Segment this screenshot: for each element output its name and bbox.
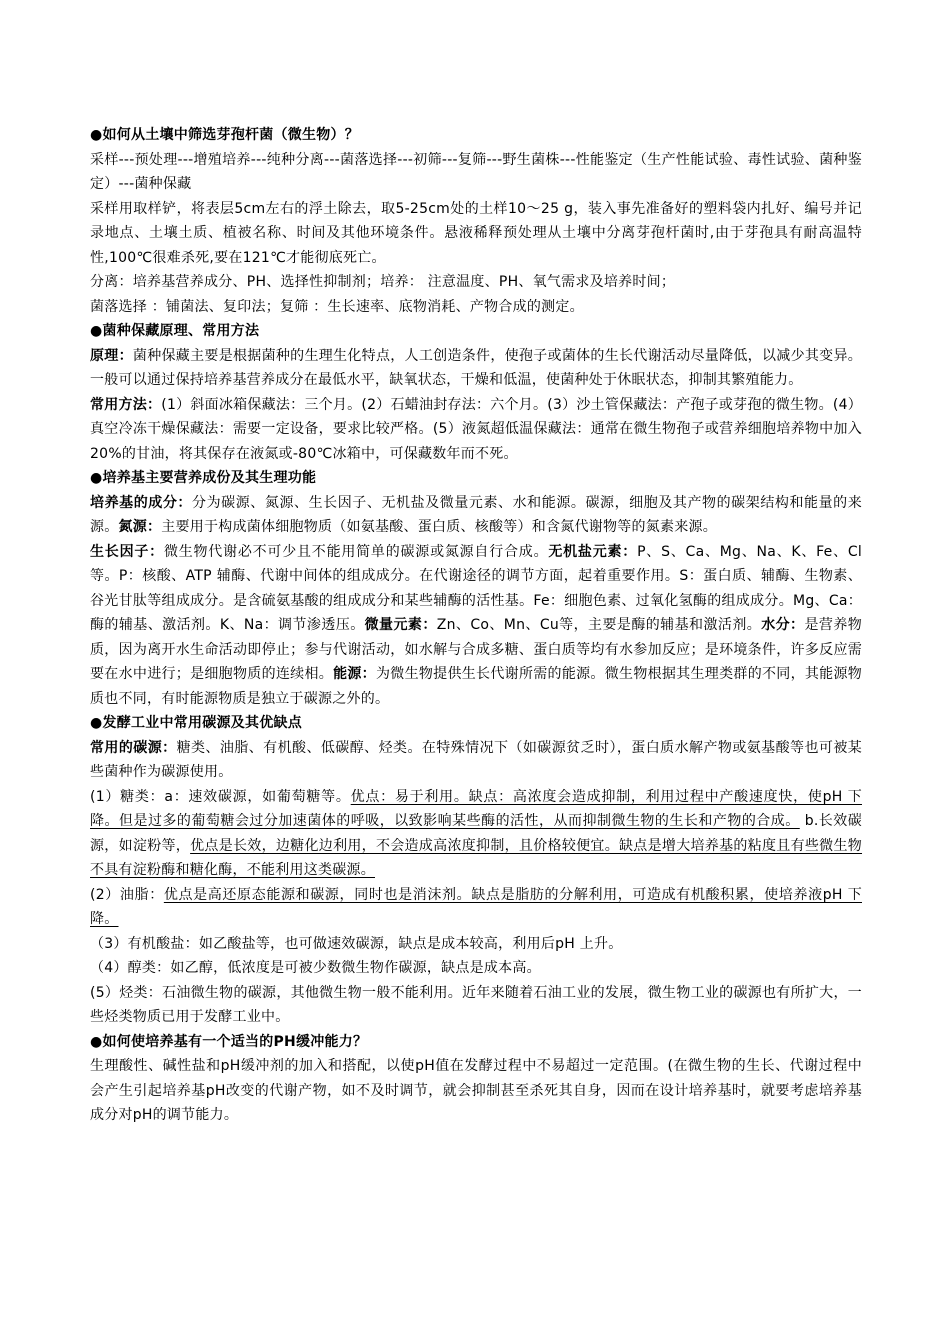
label-common-carbon-sources: 常用的碳源： xyxy=(90,739,177,756)
paragraph-hydrocarbons: (5）烃类：石油微生物的碳源，其他微生物一般不能利用。近年来随着石油工业的发展，微生物工业的碳源也有所扩大，一些烃类物质已用于发酵工业中。 xyxy=(90,984,862,1025)
label-energy: 能源： xyxy=(333,666,376,682)
text-inorganic-salts: P、S、Ca、Mg、Na、K、Fe、Cl 等。P：核酸、ATP 辅酶、代谢中间体的组成成分。在代谢途径的调节方面，起着重要作用。S：蛋白质、辅酶、生物素、谷光甘肽等组成成分。是含硫氨基酸的组成成分和某些辅酶的活性基。Fe：细胞色素、过氧化氢酶的组成成分。Mg、Ca：酶的辅基、激活剂。K、Na：调节渗透压。 xyxy=(90,543,863,633)
text-oils-intro: (2）油脂： xyxy=(90,886,164,903)
paragraph-colony-selection: 菌落选择 ：铺菌法、复印法；复筛 ：生长速率、底物消耗、产物合成的测定。 xyxy=(90,298,584,315)
text-medium-components: 分为碳源、氮源、生长因子、无机盐及微量元素、水和能源。碳源，细胞及其产物的碳架结构和能量的来源。 xyxy=(90,494,863,535)
label-medium-components: 培养基的成分： xyxy=(90,494,193,511)
label-principle: 原理： xyxy=(90,347,133,364)
label-water: 水分： xyxy=(761,617,805,633)
text-growth-factor: 微生物代谢必不可少且不能用简单的碳源或氮源自行合成。 xyxy=(163,543,549,560)
section-heading-ph-buffer: ●如何使培养基有一个适当的PH缓冲能力？ xyxy=(90,1033,368,1050)
paragraph-sugars xyxy=(90,785,862,883)
label-trace-elements: 微量元素： xyxy=(364,617,437,633)
section-heading-carbon-sources: ●发酵工业中常用碳源及其优缺点 xyxy=(90,715,302,731)
paragraph-preservation-principle xyxy=(90,344,862,393)
paragraph-growth-factors xyxy=(90,540,862,712)
label-nitrogen-source: 氮源： xyxy=(118,519,162,535)
text-oils-pros-cons: 优点是高还原态能源和碳源，同时也是消沫剂。缺点是脂肪的分解利用，可造成有机酸积累，使培养液pH 下降。 xyxy=(90,886,862,927)
paragraph-screening-steps: 采样---预处理---增殖培养---纯种分离---菌落选择---初筛---复筛---野生菌株---性能鉴定（生产性能试验、毒性试验、菌种鉴定）---菌种保藏 xyxy=(90,151,862,192)
paragraph-medium-components xyxy=(90,491,862,540)
paragraph-organic-acid-salts: （3）有机酸盐：如乙酸盐等，也可做速效碳源，缺点是成本较高，利用后pH 上升。 xyxy=(90,935,623,952)
section-heading-medium-nutrients: ●培养基主要营养成份及其生理功能 xyxy=(90,470,317,486)
paragraph-sampling: 采样用取样铲，将表层5cm左右的浮土除去，取5-25cm处的土样10～25 g，装入事先准备好的塑料袋内扎好、编号并记录地点、土壤土质、植被名称、时间及其他环境条件。悬液稀释预处理从土壤中分离芽孢杆菌时,由于芽孢具有耐高温特性,100℃很难杀死,要在121℃才能彻底死亡。 xyxy=(90,200,862,266)
text-common-methods: (1）斜面冰箱保藏法：三个月。(2）石蜡油封存法：六个月。(3）沙土管保藏法：产孢子或芽孢的微生物。(4）真空冷冻干燥保藏法：需要一定设备，要求比较严格。(5）液氮超低温保藏法：通常在微生物孢子或营养细胞培养物中加入20%的甘油，将其保存在液氮或-80℃冰箱中，可保藏数年而不死。 xyxy=(90,396,863,462)
text-sugars-long-acting: b.长效碳源，如淀粉等， xyxy=(90,813,862,854)
text-common-carbon-sources: 糖类、油脂、有机酸、低碳醇、烃类。在特殊情况下（如碳源贫乏时），蛋白质水解产物或氨基酸等也可被某些菌种作为碳源使用。 xyxy=(90,739,862,780)
paragraph-alcohols: （4）醇类：如乙醇，低浓度是可被少数微生物作碳源，缺点是成本高。 xyxy=(90,960,541,976)
paragraph-separation: 分离：培养基营养成分、PH、选择性抑制剂；培养： 注意温度、PH、氧气需求及培养时间； xyxy=(90,274,676,290)
section-heading-strain-preservation: ●菌种保藏原理、常用方法 xyxy=(90,323,260,339)
text-energy: 为微生物提供生长代谢所需的能源。微生物根据其生理类群的不同，其能源物质也不同，有时能源物质是独立于碳源之外的。 xyxy=(90,666,863,707)
label-growth-factor: 生长因子： xyxy=(90,543,164,560)
label-common-methods: 常用方法： xyxy=(90,396,162,413)
text-sugars-intro: (1）糖类：a：速效碳源，如葡萄糖等。 xyxy=(90,788,351,805)
text-trace-elements: Zn、Co、Mn、Cu等，主要是酶的辅基和激活剂。 xyxy=(436,617,762,633)
label-inorganic-salts: 无机盐元素： xyxy=(548,543,638,560)
paragraph-ph-buffer: 生理酸性、碱性盐和pH缓冲剂的加入和搭配，以使pH值在发酵过程中不易超过一定范围。(在微生物的生长、代谢过程中会产生引起培养基pH改变的代谢产物，如不及时调节，就会抑制甚至杀死其自身，因而在设计培养基时，就要考虑培养基成分对pH的调节能力。 xyxy=(90,1058,862,1123)
paragraph-common-carbon-sources xyxy=(90,736,862,785)
text-nitrogen-source: 主要用于构成菌体细胞物质（如氨基酸、蛋白质、核酸等）和含氮代谢物等的氮素来源。 xyxy=(161,519,717,535)
text-sugars-long-pros-cons: 优点是长效，边糖化边利用，不会造成高浓度抑制，且价格较便宜。缺点是增大培养基的粘度且有些微生物不具有淀粉酶和糖化酶，不能利用这类碳源。 xyxy=(90,837,863,878)
document-page xyxy=(90,123,862,1128)
text-principle: 菌种保藏主要是根据菌种的生理生化特点，人工创造条件，使孢子或菌体的生长代谢活动尽量降低，以减少其变异。一般可以通过保持培养基营养成分在最低水平，缺氧状态，干燥和低温，使菌种处于休眠状态，抑制其繁殖能力。 xyxy=(90,347,863,388)
text-sugars-fast-pros-cons: 优点：易于利用。缺点：高浓度会造成抑制，利用过程中产酸速度快，使pH 下降。但是过多的葡萄糖会过分加速菌体的呼吸，以致影响某些酶的活性，从而抑制微生物的生长和产物的合成。 xyxy=(90,788,862,829)
paragraph-oils xyxy=(90,883,862,932)
text-water: 是营养物质，因为离开水生命活动即停止；参与代谢活动，如水解与合成多糖、蛋白质等均有水参加反应；是环境条件，许多反应需要在水中进行；是细胞物质的连续相。 xyxy=(90,617,863,682)
paragraph-preservation-methods xyxy=(90,393,862,467)
section-heading-soil-screening: ●如何从土壤中筛选芽孢杆菌（微生物）？ xyxy=(90,127,359,143)
